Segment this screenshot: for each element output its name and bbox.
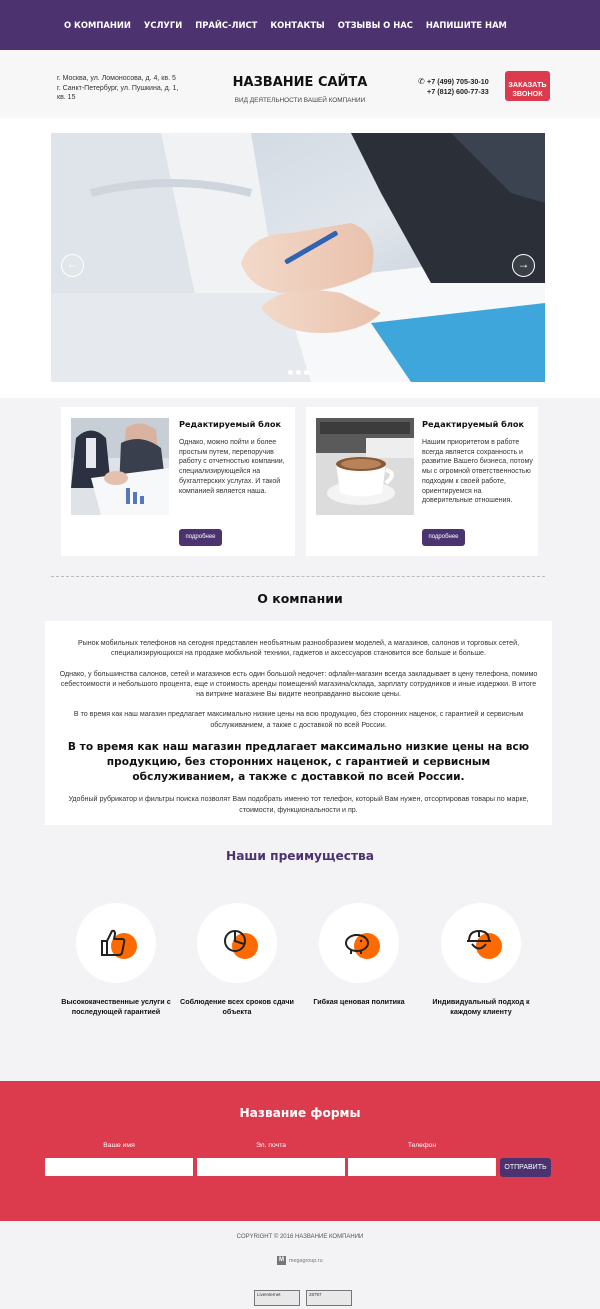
site-header: [0, 50, 600, 118]
slider-dot[interactable]: [296, 370, 301, 375]
advantage-label: Соблюдение всех сроков сдачи объекта: [180, 997, 294, 1017]
counter-value: 28797: [309, 1292, 322, 1297]
address-spb: г. Санкт-Петербург, ул. Пушкина, д. 1, кв. 15: [57, 84, 179, 102]
slider-next-arrow-icon[interactable]: →: [512, 254, 535, 277]
phone-block: [418, 77, 489, 96]
nav-item-contacts[interactable]: КОНТАКТЫ: [270, 20, 325, 30]
nav-item-pricelist[interactable]: ПРАЙС-ЛИСТ: [195, 20, 258, 30]
phone-2[interactable]: +7 (812) 600-77-33: [427, 86, 489, 96]
more-button[interactable]: подробнее: [422, 529, 465, 546]
card-text: Однако, можно пойти и более простым путем, перепоручив работу с отчетностью компании, специализирующейся на бухгалтерских услугах. И такой компанией является наша.: [179, 439, 285, 495]
advantage-label: Высококачественные услуги с последующей гарантией: [61, 997, 171, 1017]
editable-block-2: [306, 407, 538, 556]
about-text-block: [45, 621, 552, 825]
nav-item-write-us[interactable]: НАПИШИТЕ НАМ: [425, 20, 507, 30]
business-meeting-photo: [71, 418, 169, 515]
email-input[interactable]: [197, 1158, 345, 1176]
order-call-button[interactable]: ЗАКАЗАТЬ ЗВОНОК: [505, 71, 550, 101]
phone-1[interactable]: +7 (499) 705-30-10: [427, 77, 489, 86]
editable-block-1: [61, 407, 295, 556]
megagroup-text: megagroup.ru: [289, 1257, 323, 1264]
slider-prev-arrow-icon[interactable]: ←: [61, 254, 84, 277]
top-navigation: [0, 0, 600, 50]
slider-dots: [288, 370, 309, 375]
card-title: Редактируемый блок: [179, 419, 282, 429]
visit-counter[interactable]: [306, 1290, 352, 1306]
email-label: Эл. почта: [255, 1142, 287, 1149]
submit-button[interactable]: ОТПРАВИТЬ: [500, 1158, 551, 1177]
advantage-item: [432, 903, 530, 1017]
nav-item-services[interactable]: УСЛУГИ: [143, 20, 183, 30]
more-button[interactable]: подробнее: [179, 529, 222, 546]
slider-dot[interactable]: [304, 370, 309, 375]
about-paragraph-4: Удобный рубрикатор и фильтры поиска позволят Вам подобрать именно тот телефон, который Вам нужен, отсортировав товары по марке, стоимости, функциональности и пр.: [68, 795, 529, 814]
site-title[interactable]: НАЗВАНИЕ САЙТА: [232, 75, 368, 90]
megagroup-logo-icon: M: [279, 1257, 284, 1263]
piggy-bank-icon: [339, 925, 381, 961]
nav-item-reviews[interactable]: ОТЗЫВЫ О НАС: [337, 20, 413, 30]
advantages-title: Наши преимущества: [226, 849, 374, 863]
name-input[interactable]: [45, 1158, 193, 1176]
thumbs-up-icon: [96, 925, 138, 961]
card-title: Редактируемый блок: [422, 419, 525, 429]
megagroup-link[interactable]: [277, 1256, 323, 1265]
coffee-cup-photo: [316, 418, 414, 515]
card-text: Нашим приоритетом в работе всегда является сохранность и развитие Вашего бизнеса, потому мы с огромной ответственностью подходим к своей работе, ориентируемся на доверительные отношения.: [422, 439, 533, 505]
liveinternet-counter[interactable]: [254, 1290, 300, 1306]
copyright-text: COPYRIGHT © 2016 НАЗВАНИЕ КОМПАНИИ: [236, 1234, 364, 1240]
about-paragraph-3: В то время как наш магазин предлагает максимально низкие цены на всю продукцию, без сторонних наценок, с гарантией и сервисным обслуживанием, а также с доставкой по всей России.: [73, 710, 524, 729]
hero-slide-image: [51, 133, 545, 382]
slider-dot[interactable]: [288, 370, 293, 375]
site-subtitle: ВИД ДЕЯТЕЛЬНОСТИ ВАШЕЙ КОМПАНИИ: [234, 97, 366, 104]
about-paragraph-1: Рынок мобильных телефонов на сегодня представлен необъятным разнообразием моделей, а магазинов, салонов и торговых сетей, специализирующихся на продаже мобильной техники, гаджетов и аксессуаров становится все больше и больше.: [77, 639, 520, 658]
contact-form-section: [0, 1081, 600, 1221]
counter-label: LiveInternet: [257, 1292, 281, 1297]
worker-icon: [461, 925, 503, 961]
phone-icon: ✆: [418, 77, 425, 86]
advantage-item: [61, 903, 171, 1017]
name-label: Ваше имя: [103, 1142, 135, 1149]
advantage-label: Гибкая ценовая политика: [313, 997, 405, 1006]
address-moscow: г. Москва, ул. Ломоносова, д. 4, кв. 5: [57, 75, 176, 82]
section-divider: [51, 576, 545, 577]
advantage-item: [180, 903, 294, 1017]
about-paragraph-2: Однако, у большинства салонов, сетей и магазинов есть один большой недочет: офлайн-магазин всегда закладывает в цену телефона, помимо себестоимости и небольшого процента, еще и стоимость аренды помещений магазина/склада, зарплату сотрудников и иные издержки. В итоге на витрине магазине Вы видите неоправданно высокие цены.: [59, 669, 538, 699]
advantage-item: [313, 903, 405, 1006]
about-highlight: В то время как наш магазин предлагает максимально низкие цены на всю продукцию, без сторонних наценок, с гарантией и сервисным обслуживанием, а также с доставкой по всей России.: [67, 741, 530, 783]
form-title: Название формы: [239, 1106, 361, 1120]
phone-input[interactable]: [348, 1158, 496, 1176]
about-title: О компании: [257, 591, 343, 606]
phone-label: Телефон: [407, 1142, 437, 1149]
nav-item-about[interactable]: О КОМПАНИИ: [64, 20, 131, 30]
advantage-label: Индивидуальный подход к каждому клиенту: [432, 997, 530, 1017]
office-paperwork-photo: [51, 133, 545, 382]
pie-chart-icon: [217, 925, 259, 961]
